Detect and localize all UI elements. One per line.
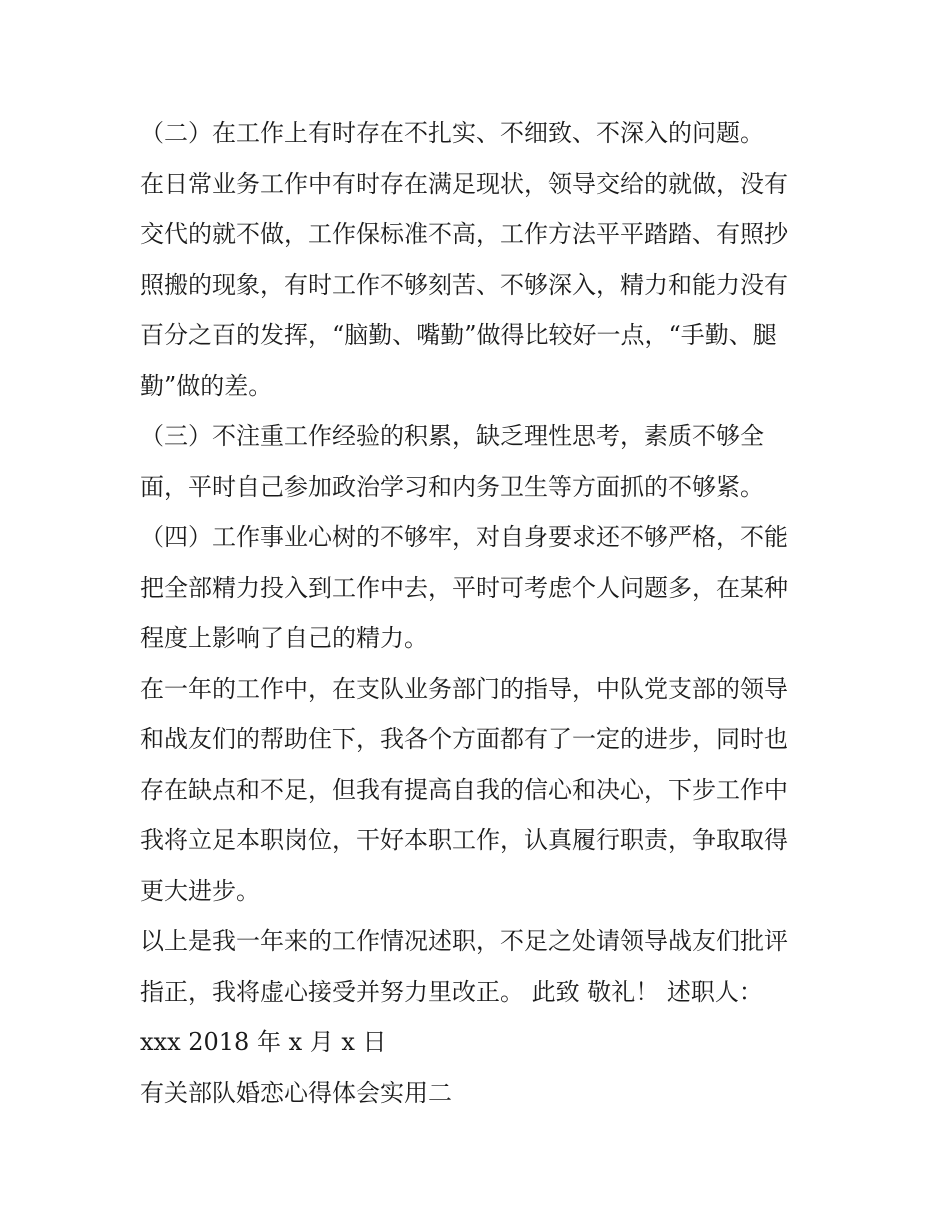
text-line: 把全部精力投入到工作中去，平时可考虑个人问题多，在某种: [140, 573, 788, 602]
text-line: （二）在工作上有时存在不扎实、不细致、不深入的问题。: [140, 119, 764, 147]
date-line: xxx 2018 年 x 月 x 日: [140, 1028, 387, 1056]
text-line: 照搬的现象，有时工作不够刻苦、不够深入，精力和能力没有: [140, 270, 788, 299]
document-body: [140, 108, 820, 1118]
text-line: （四）工作事业心树的不够牢，对自身要求还不够严格，不能: [140, 523, 788, 551]
text-line: 我将立足本职岗位，干好本职工作，认真履行职责，争取取得: [140, 826, 788, 854]
text-line: 和战友们的帮助住下，我各个方面都有了一定的进步，同时也: [140, 725, 788, 753]
text-line: 指正，我将虚心接受并努力里改正。 此致 敬礼！ 述职人：: [140, 977, 763, 1006]
text-line: 勤”做的差。: [140, 371, 273, 400]
text-line: （三）不注重工作经验的积累，缺乏理性思考，素质不够全: [140, 422, 764, 450]
text-line: 在一年的工作中，在支队业务部门的指导，中队党支部的领导: [140, 674, 788, 703]
text-line: 以上是我一年来的工作情况述职，不足之处请领导战友们批评: [140, 927, 788, 955]
text-line: 程度上影响了自己的精力。: [140, 624, 428, 652]
section-heading: 有关部队婚恋心得体会实用二: [140, 1078, 452, 1107]
text-line: 更大进步。: [140, 876, 260, 905]
text-line: 在日常业务工作中有时存在满足现状，领导交给的就做，没有: [140, 169, 788, 198]
text-line: 百分之百的发挥，“脑勤、嘴勤”做得比较好一点，“手勤、腿: [140, 321, 777, 349]
text-line: 存在缺点和不足，但我有提高自我的信心和决心，下步工作中: [140, 775, 788, 804]
text-line: 面，平时自己参加政治学习和内务卫生等方面抓的不够紧。: [140, 472, 764, 501]
text-line: 交代的就不做，工作保标准不高，工作方法平平踏踏、有照抄: [140, 220, 788, 248]
